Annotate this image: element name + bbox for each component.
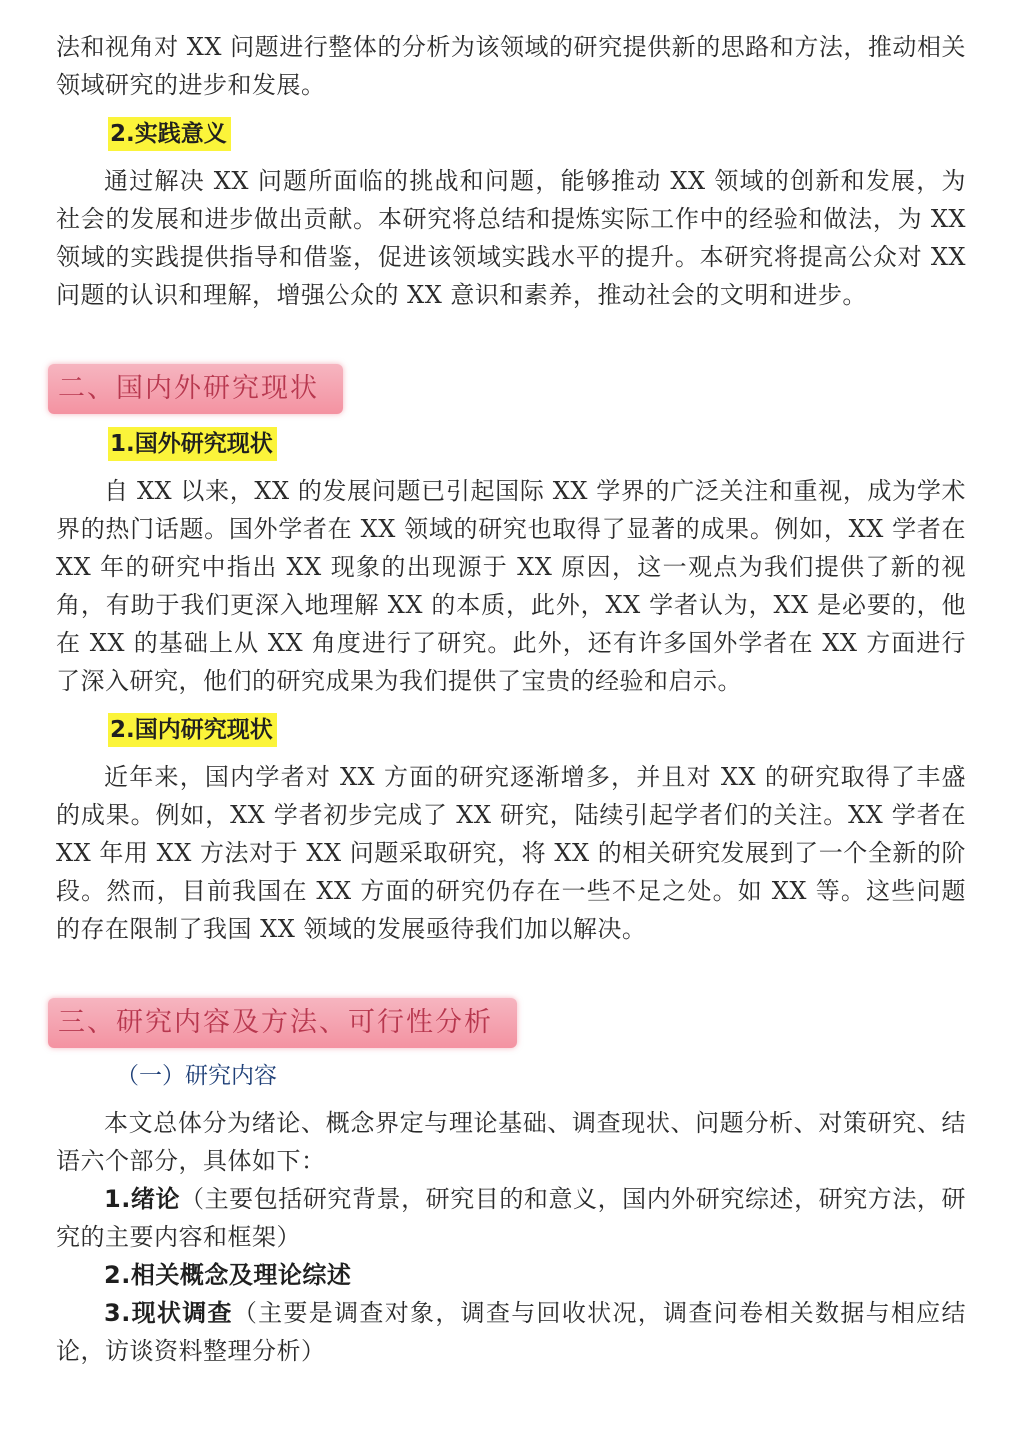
overview-paragraph: 本文总体分为绪论、概念界定与理论基础、调查现状、问题分析、对策研究、结语六个部分，具体如下： [56,1109,966,1175]
research-content-subheading: （一）研究内容 [116,1063,277,1089]
section-two-heading [48,364,966,414]
domestic-research-paragraph: 近年来，国内学者对 XX 方面的研究逐渐增多，并且对 XX 的研究取得了丰盛的成果。例如，XX 学者初步完成了 XX 研究，陆续引起学者们的关注。XX 学者在 XX 年用 XX 方法对于 XX 问题采取研究，将 XX 的相关研究发展到了一个全新的阶段。然而，目前我国在 XX 方面的研究仍存在一些不足之处。如 XX 等。这些问题的存在限制了我国 XX 领域的发展亟待我们加以解决。 [56,763,966,943]
domestic-research-heading-text: 2.国内研究现状 [108,713,277,747]
section-three-heading-text: 三、研究内容及方法、可行性分析 [48,998,517,1048]
practical-significance-heading-text: 2.实践意义 [108,117,231,151]
foreign-research-heading [108,422,966,466]
section-three-heading [48,998,966,1048]
foreign-research-paragraph: 自 XX 以来，XX 的发展问题已引起国际 XX 学界的广泛关注和重视，成为学术界的热门话题。国外学者在 XX 领域的研究也取得了显著的成果。例如，XX 学者在 XX 年的研究中指出 XX 现象的出现源于 XX 原因，这一观点为我们提供了新的视角，有助于我们更深入地理解 XX 的本质，此外，XX 学者认为，XX 是必要的，他在 XX 的基础上从 XX 角度进行了研究。此外，还有许多国外学者在 XX 方面进行了深入研究，他们的研究成果为我们提供了宝贵的经验和启示。 [56,477,966,695]
item-survey-title: 3.现状调查 [104,1299,233,1327]
item-concepts [56,1256,966,1294]
practical-significance-heading [108,112,966,156]
item-introduction [56,1180,966,1256]
practical-significance-paragraph: 通过解决 XX 问题所面临的挑战和问题，能够推动 XX 领域的创新和发展，为社会的发展和进步做出贡献。本研究将总结和提炼实际工作中的经验和做法，为 XX 领域的实践提供指导和借鉴，促进该领域实践水平的提升。本研究将提高公众对 XX 问题的认识和理解，增强公众的 XX 意识和素养，推动社会的文明和进步。 [56,167,966,309]
section-two-heading-text: 二、国内外研究现状 [48,364,343,414]
item-introduction-text: （主要包括研究背景，研究目的和意义，国内外研究综述，研究方法，研究的主要内容和框架） [56,1185,966,1251]
document-page [56,28,966,1370]
intro-paragraph: 法和视角对 XX 问题进行整体的分析为该领域的研究提供新的思路和方法，推动相关领域研究的进步和发展。 [56,33,966,99]
item-concepts-title: 2.相关概念及理论综述 [104,1261,352,1289]
foreign-research-heading-text: 1.国外研究现状 [108,427,277,461]
item-introduction-title: 1.绪论 [104,1185,181,1213]
item-survey [56,1294,966,1370]
domestic-research-heading [108,708,966,752]
item-survey-text: （主要是调查对象，调查与回收状况，调查问卷相关数据与相应结论，访谈资料整理分析） [56,1299,966,1365]
